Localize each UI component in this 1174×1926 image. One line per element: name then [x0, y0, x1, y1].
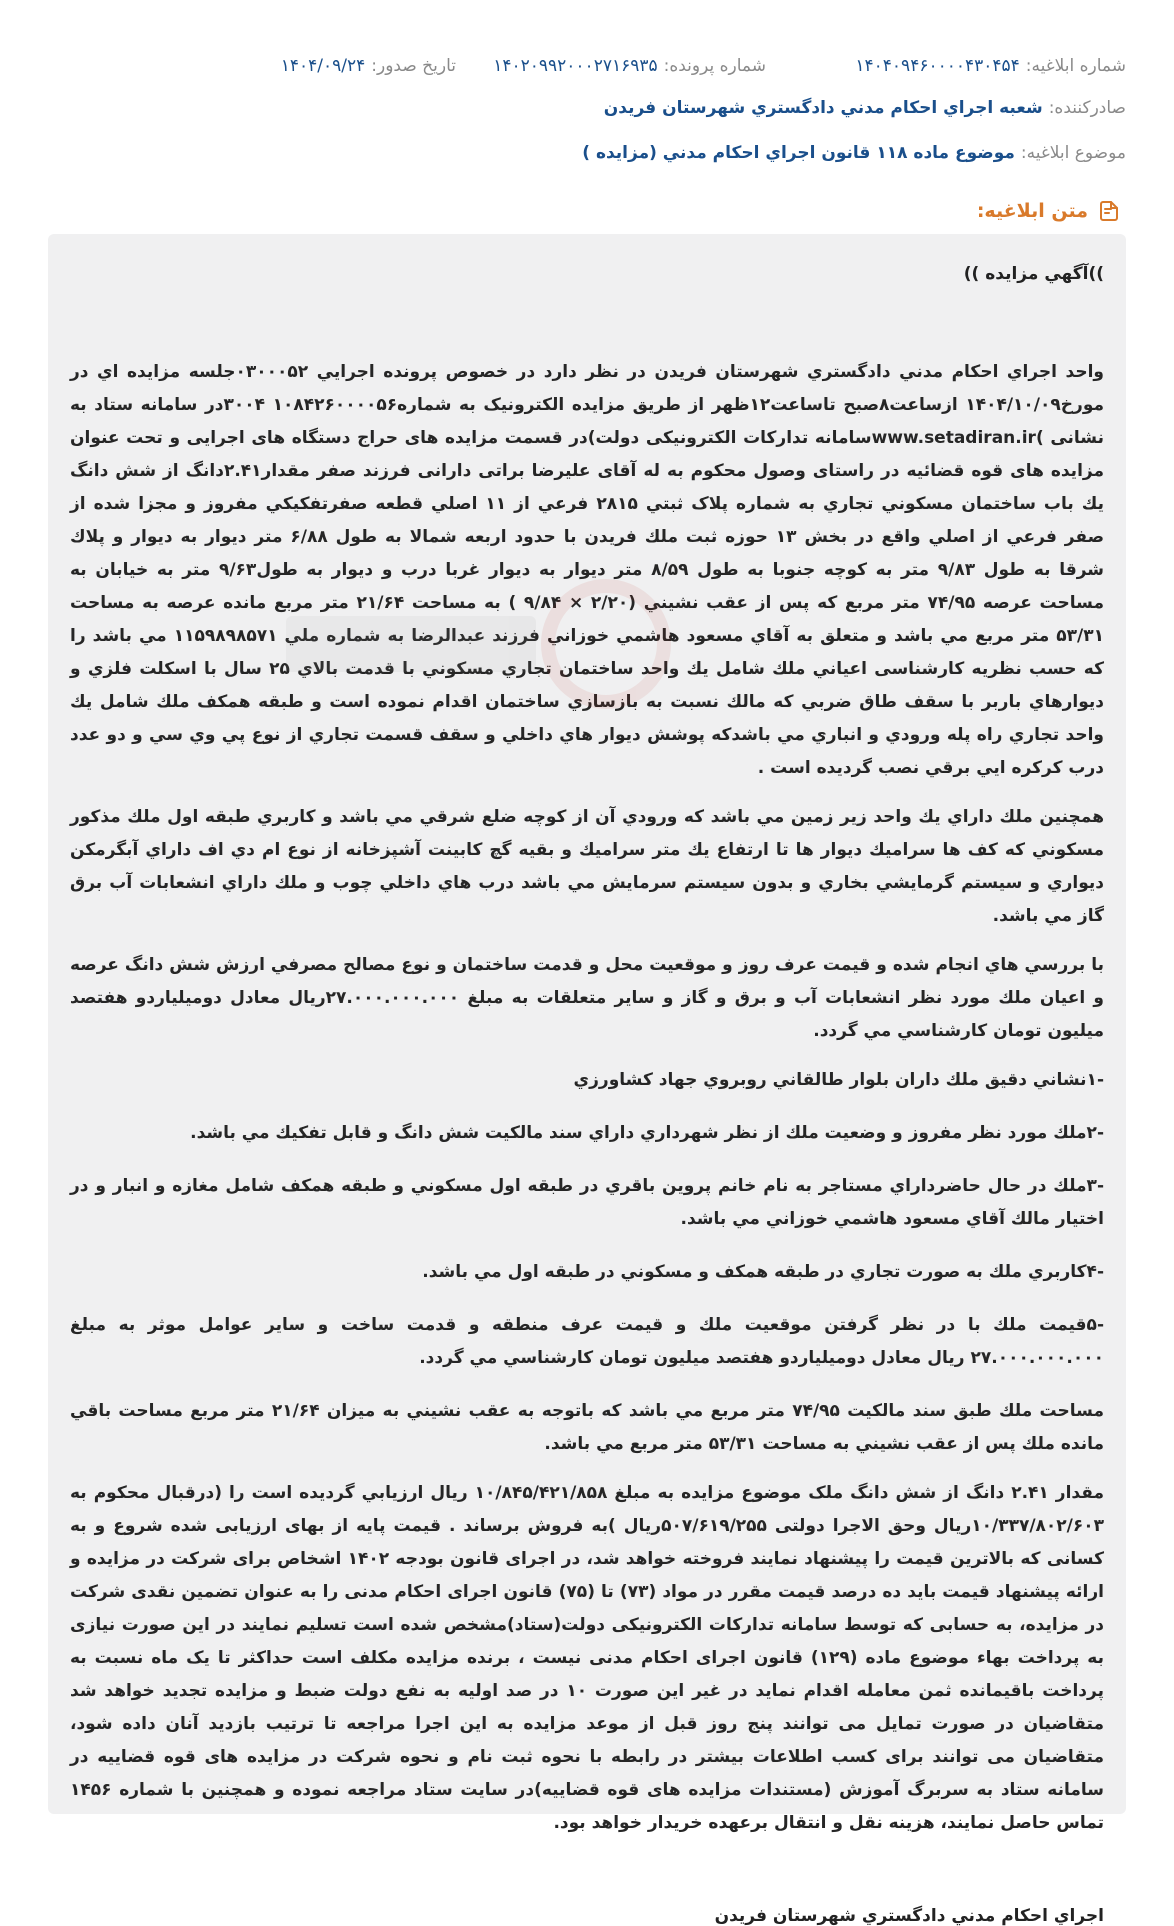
notice-number: [766, 56, 1126, 76]
list-item-3: -۳ملك در حال حاضرداراي مستاجر به نام خانم پروين باقري در طبقه اول مسكوني و طبقه همكف شامل مغازه و انبار و در اختيار مالك آقاي مسعود هاشمي خوزاني مي باشد.: [70, 1176, 1104, 1229]
list-item-1: -۱نشاني دقيق ملك داران بلوار طالقاني روبروي جهاد كشاورزي: [573, 1070, 1104, 1090]
notice-text-heading: [977, 198, 1122, 224]
paragraph-basement: همچنين ملك داراي يك واحد زير زمين مي باشد كه ورودي آن از كوچه ضلع شرقي مي باشد و كاربري طبقه اول ملك مذكور مسكوني كه كف ها سراميك ديوار ها تا ارتفاع يك متر سراميك و بقيه گچ كابينت آشپزخانه از نوع ام دي اف داراي آبگرمكن ديواري و سيستم گرمايشي بخاري و بدون سيستم سرمايش مي باشد درب هاي داخلي چوب و ملك داراي انشعابات آب برق گاز مي باشد.: [70, 807, 1104, 926]
case-number-label: شماره پرونده:: [663, 56, 766, 76]
header-ids-row: [48, 56, 1126, 76]
issue-date-label: تاريخ صدور:: [371, 56, 456, 76]
subject-row: [48, 143, 1126, 163]
subject-value: موضوع ماده ۱۱۸ قانون اجراي احکام مدني (مزايده ): [582, 143, 1015, 163]
subject-label: موضوع ابلاغيه:: [1020, 143, 1126, 163]
issue-date: [281, 56, 456, 76]
case-number: [456, 56, 766, 76]
case-number-value: ۱۴۰۲۰۹۹۲۰۰۰۲۷۱۶۹۳۵: [493, 56, 658, 76]
notice-number-label: شماره ابلاغيه:: [1025, 56, 1126, 76]
notice-body-box: [48, 234, 1126, 1926]
subject: [582, 143, 1126, 163]
paragraph-valuation: با بررسي هاي انجام شده و قيمت عرف روز و موقعيت محل و قدمت ساختمان و نوع مصالح مصرفي ارزش شش دانگ عرصه و اعيان ملك مورد نظر انشعابات آب و برق و گاز و ساير متعلقات به مبلغ ۲۷.۰۰۰.۰۰۰.۰۰۰ريال معادل دوميلياردو هفتصد ميليون تومان كارشناسي مي گردد.: [70, 955, 1104, 1041]
document-edit-icon: [1096, 198, 1122, 224]
notice-text-heading-label: متن ابلاغيه:: [976, 200, 1088, 222]
ad-title: ))آگهي مزايده )): [963, 264, 1104, 284]
issuer-label: صادرکننده:: [1048, 98, 1126, 118]
paragraph-auction-terms: مقدار ۲.۴۱ دانگ از شش دانگ ملک موضوع مزايده به مبلغ ۱۰/۸۴۵/۴۲۱/۸۵۸ ريال ارزيابي گرديده است را (درقبال محکوم به ۱۰/۳۳۷/۸۰۲/۶۰۳ريال وحق الاجرا دولتی ۵۰۷/۶۱۹/۲۵۵ريال )به فروش برساند . قيمت پايه از بهای ارزيابی شده شروع و به کسانی که بالاترين قيمت را پيشنهاد نمايند فروخته خواهد شد، در اجرای قانون بودجه ۱۴۰۲ اشخاص برای شرکت در مزايده و ارائه پيشنهاد قيمت بايد ده درصد قيمت مقرر در مواد (۷۳) تا (۷۵) قانون اجرای احکام مدنی را به عنوان تضمين نقدی شرکت در مزايده، به حسابی که توسط سامانه تدارکات الکترونيکی دولت(ستاد)مشخص شده است تسليم نمايند در اين صورت نيازی به پرداخت بهاء موضوع ماده (۱۲۹) قانون اجرای احکام مدنی نيست ، برنده مزايده مکلف است حداکثر تا يک ماه نسبت به پرداخت باقيمانده ثمن معامله اقدام نمايد در غير اين صورت ۱۰ در صد اوليه به نفع دولت ضبط و مزايده تجديد خواهد شد متقاضيان در صورت تمايل می توانند پنج روز قبل از موعد مزايده به اين اجرا مراجعه تا ترتيب بازديد آنان داده شود، متقاضيان می توانند برای کسب اطلاعات بيشتر در رابطه با نحوه ثبت نام و نحوه شرکت در مزايده های قوه قضاييه در سامانه ستاد به سربرگ آموزش (مستندات مزايده های قوه قضاييه)در سايت ستاد مراجعه نموده و همچنين با شماره ۱۴۵۶ تماس حاصل نمايند، هزينه نقل و انتقال برعهده خريدار خواهد بود.: [70, 1483, 1104, 1833]
list-item-5: -۵قيمت ملك با در نظر گرفتن موقعيت ملك و قيمت عرف منطقه و قدمت ساخت و ساير عوامل موثر به مبلغ ۲۷.۰۰۰.۰۰۰.۰۰۰ ريال معادل دوميلياردو هفتصد ميليون تومان كارشناسي مي گردد.: [70, 1315, 1104, 1368]
signature: اجراي احکام مدني دادگستري شهرستان فريدن: [714, 1906, 1104, 1926]
paragraph-intro: واحد اجراي احکام مدني دادگستري شهرستان فريدن در نظر دارد در خصوص پرونده اجرايي ۰۳۰۰۰۵۲جلسه مزايده اي در مورخ۱۴۰۴/۱۰/۰۹ ازساعت۸صبح تاساعت۱۲ظهر از طريق مزايده الکترونيک به شماره۱۰۸۴۲۶۰۰۰۰۵۶ ۳۰۰۴در سامانه ستاد به نشانی )www.setadiran.irسامانه تدارکات الکترونيکی دولت)در قسمت مزايده های حراج دستگاه های اجرايی و تحت عنوان مزايده های قوه قضائيه در راستای وصول محکوم به له آقای عليرضا براتی دارانی فرزند صفر مقدار۲.۴۱دانگ از شش دانگ يك باب ساختمان مسکوني تجاري به شماره پلاک ثبتي ۲۸۱۵ فرعي از ۱۱ اصلي قطعه صفرتفکيکي مفروز و مجزا شده از صفر فرعي از اصلي واقع در بخش ۱۳ حوزه ثبت ملك فريدن با حدود اربعه شمالا به طول ۶/۸۸ متر ديوار به ديوار و پلاك شرقا به طول ۹/۸۳ متر به كوچه جنوبا به طول ۸/۵۹ متر ديوار به ديوار غربا درب و ديوار به طول۹/۶۳ متر به خيابان به مساحت عرصه ۷۴/۹۵ متر مربع كه پس از عقب نشيني (۲/۲۰ × ۹/۸۴ ) به مساحت ۲۱/۶۴ متر مربع مانده عرصه به مساحت ۵۳/۳۱ متر مربع مي باشد و متعلق به آقاي مسعود هاشمي خوزاني فرزند عبدالرضا به شماره ملي ۱۱۵۹۸۹۸۵۷۱ مي باشد را كه حسب نظريه كارشناسی اعياني ملك شامل يك واحد ساختمان تجاري مسكوني با قدمت بالاي ۲۵ سال با اسكلت فلزي و ديوارهاي باربر با سقف طاق ضربي كه مالك نسبت به بازسازي ساختمان اقدام نموده است و طبقه همكف ملك شامل يك واحد تجاري راه پله ورودي و انباري مي باشدكه پوشش ديوار هاي داخلي و سقف قسمت تجاري از نوع پي وي سي و دو عدد درب كركره ايي برقي نصب گرديده است .: [70, 362, 1105, 778]
issuer: [604, 98, 1126, 118]
issue-date-value: ۱۴۰۴/۰۹/۲۴: [280, 56, 366, 76]
paragraph-area: مساحت ملك طبق سند مالكيت ۷۴/۹۵ متر مربع مي باشد كه باتوجه به عقب نشيني به ميزان ۲۱/۶۴ متر مربع مساحت باقي مانده ملك پس از عقب نشيني به مساحت ۵۳/۳۱ متر مربع مي باشد.: [70, 1401, 1104, 1454]
issuer-value: شعبه اجراي احکام مدني دادگستري شهرستان فريدن: [603, 98, 1043, 118]
issuer-row: [48, 98, 1126, 118]
list-item-2: -۲ملك مورد نظر مفروز و وضعيت ملك از نظر شهرداري داراي سند مالكيت شش دانگ و قابل تفكيك مي باشد.: [190, 1123, 1104, 1143]
list-item-4: -۴كاربري ملك به صورت تجاري در طبقه همكف و مسكوني در طبقه اول مي باشد.: [422, 1262, 1104, 1282]
notice-number-value: ۱۴۰۴۰۹۴۶۰۰۰۰۴۳۰۴۵۴: [855, 56, 1020, 76]
